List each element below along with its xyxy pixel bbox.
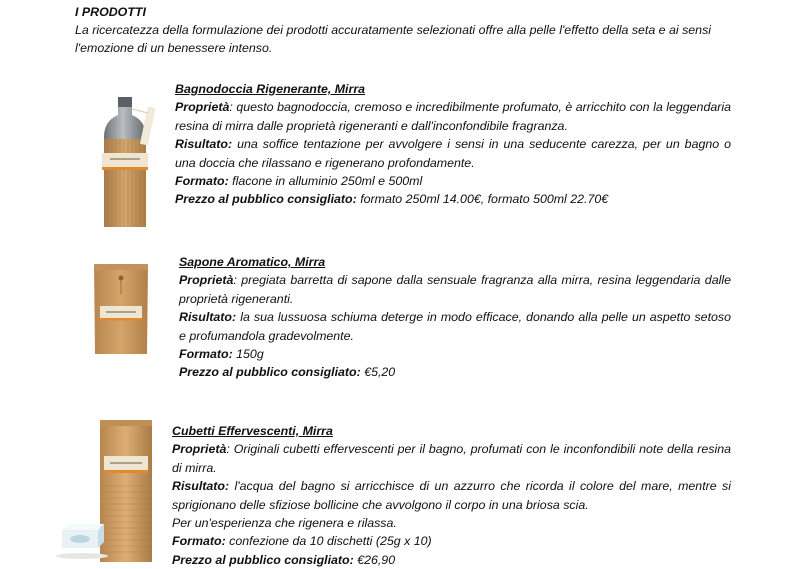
extra-text: Per un'esperienza che rigenera e rilassa.: [172, 516, 397, 531]
product-sapone: [179, 253, 731, 382]
proprieta-text: : questo bagnodoccia, cremoso e incredibilmente profumato, è arricchito con la leggendaria resina di mirra dalle proprietà rigeneranti e dall'inconfondibile fragranza.: [175, 100, 731, 133]
label-formato: Formato:: [175, 174, 229, 189]
label-prezzo: Prezzo al pubblico consigliato:: [175, 192, 357, 207]
product-title: Sapone Aromatico, Mirra: [179, 255, 326, 269]
formato-text: confezione da 10 dischetti (25g x 10): [225, 534, 432, 549]
cubetti-box-image: [52, 416, 156, 564]
risultato-text: la sua lussuosa schiuma deterge in modo efficace, donando alla pelle un aspetto setoso e profumandola gradevolmente.: [179, 310, 731, 343]
label-proprieta: Proprietà: [172, 442, 227, 457]
label-risultato: Risultato:: [175, 137, 233, 152]
product-title: Cubetti Effervescenti, Mirra: [172, 424, 333, 438]
formato-text: 150g: [232, 347, 264, 362]
product-cubetti: [172, 422, 731, 569]
prezzo-text: €26,90: [353, 552, 396, 567]
product-bagnodoccia: [175, 80, 731, 209]
proprieta-text: : Originali cubetti effervescenti per il bagno, profumati con le inconfondibili note della resina di mirra.: [172, 442, 731, 475]
label-formato: Formato:: [172, 534, 226, 549]
label-formato: Formato:: [179, 347, 233, 362]
label-proprieta: Proprietà: [175, 100, 230, 115]
label-prezzo: Prezzo al pubblico consigliato:: [179, 365, 361, 380]
intro-paragraph: La ricercatezza della formulazione dei prodotti accuratamente selezionati offre alla pelle l'effetto della seta e ai sensi l'emozione di un benessere intenso.: [75, 23, 712, 56]
prezzo-text: formato 250ml 14.00€, formato 500ml 22.70€: [356, 192, 609, 207]
label-risultato: Risultato:: [172, 479, 230, 494]
prezzo-text: €5,20: [360, 365, 396, 380]
label-proprieta: Proprietà: [179, 273, 234, 288]
bagnodoccia-bottle-image: [88, 95, 166, 230]
label-risultato: Risultato:: [179, 310, 237, 325]
section-title: I PRODOTTI: [75, 5, 146, 19]
risultato-text: una soffice tentazione per avvolgere i sensi in una seducente carezza, per un bagno o una doccia che rilassano e rigenerano profondamente.: [175, 137, 731, 170]
formato-text: flacone in alluminio 250ml e 500ml: [228, 174, 423, 189]
proprieta-text: : pregiata barretta di sapone dalla sensuale fragranza alla mirra, resina leggendaria dalle proprietà rigeneranti.: [179, 273, 731, 306]
sapone-bag-image: [90, 258, 152, 356]
risultato-text: l'acqua del bagno si arricchisce di un azzurro che ricorda il colore del mare, mentre si sprigionano delle sfiziose bollicine che avvolgono il corpo in una briosa scia.: [172, 479, 731, 512]
label-prezzo: Prezzo al pubblico consigliato:: [172, 552, 354, 567]
product-title: Bagnodoccia Rigenerante, Mirra: [175, 82, 366, 96]
